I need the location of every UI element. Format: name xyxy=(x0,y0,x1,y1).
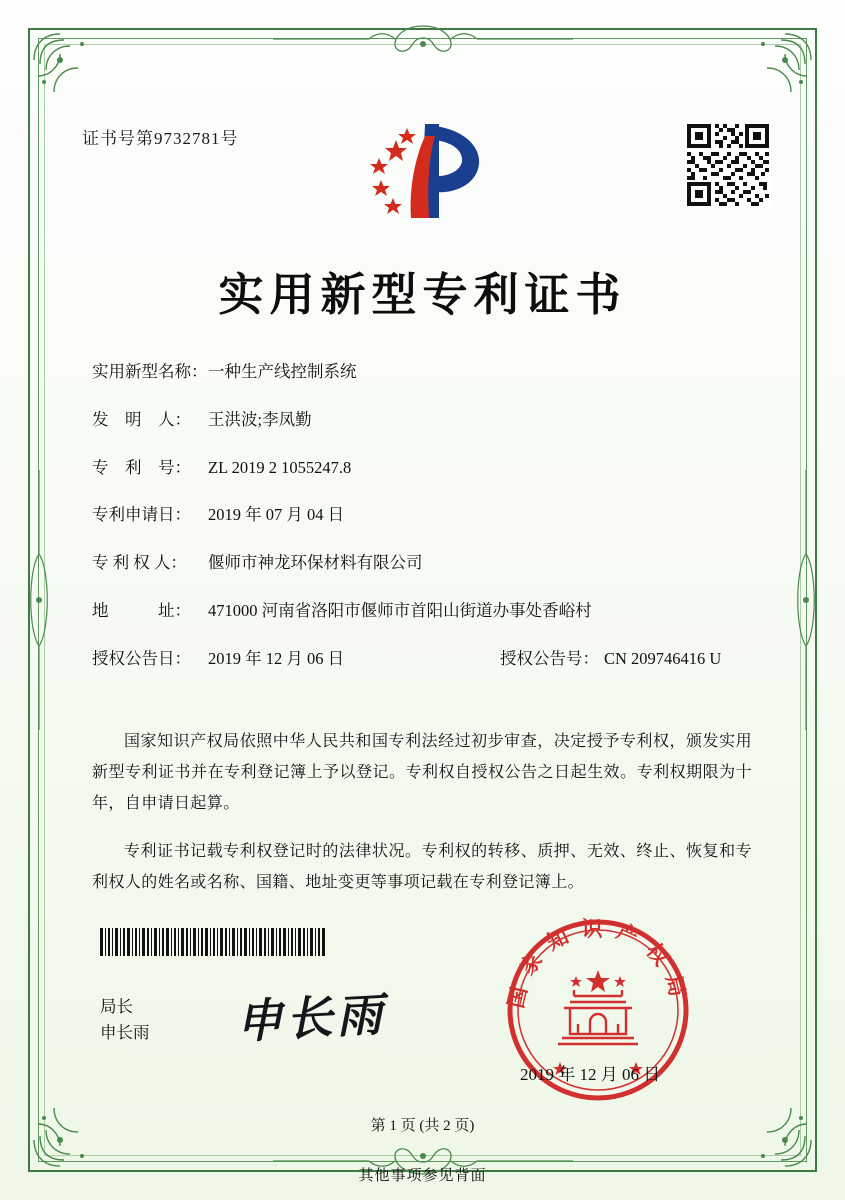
field-row-application-date xyxy=(92,503,752,528)
legal-paragraph: 国家知识产权局依照中华人民共和国专利法经过初步审查，决定授予专利权，颁发实用新型专利证书并在专利登记簿上予以登记。专利权自授权公告之日起生效。专利权期限为十年，自申请日起算。 xyxy=(92,733,752,813)
field-label: 专 利 号： xyxy=(92,457,191,477)
barcode-icon xyxy=(100,928,328,956)
field-value: 偃师市神龙环保材料有限公司 xyxy=(208,553,423,572)
page-title: 实用新型专利证书 xyxy=(218,268,627,321)
field-label: 实用新型名称： xyxy=(92,362,208,381)
certificate-number: 证书号第9732781号 xyxy=(82,129,239,148)
seal-date: 2019 年 12 月 06 日 xyxy=(520,1065,661,1084)
field-value-announcement-date: 2019 年 12 月 06 日 xyxy=(208,648,345,668)
field-value: 471000 河南省洛阳市偃师市首阳山街道办事处香峪村 xyxy=(208,600,592,620)
signature-name: 申长雨 xyxy=(100,1022,150,1042)
signature-role: 局长 xyxy=(100,997,133,1016)
field-list xyxy=(92,360,752,694)
field-value-announcement-number: CN 209746416 U xyxy=(604,648,722,668)
footer-note: 其他事项参见背面 xyxy=(358,1168,487,1184)
field-label: 发 明 人： xyxy=(92,409,191,429)
qr-code-icon xyxy=(685,122,771,208)
field-label-announcement-date: 授权公告日： xyxy=(92,648,191,668)
field-value: 王洪波;李凤勤 xyxy=(208,409,312,429)
field-row-patent-number xyxy=(92,456,752,481)
field-row-address xyxy=(92,599,752,624)
field-label-announcement-number: 授权公告号： xyxy=(500,648,599,668)
cnipa-logo-icon xyxy=(355,118,495,228)
field-label: 地 址： xyxy=(92,600,191,620)
field-label: 专利申请日： xyxy=(92,505,191,525)
field-row-utility-model-name xyxy=(92,360,752,385)
legal-paragraph: 专利证书记载专利权登记时的法律状况。专利权的转移、质押、无效、终止、恢复和专利权人的姓名或名称、国籍、地址变更等事项记载在专利登记簿上。 xyxy=(92,842,752,891)
svg-text:国家知识产权局: 国家知识产权局 xyxy=(502,916,694,1011)
field-value: 一种生产线控制系统 xyxy=(208,362,357,381)
field-row-inventor xyxy=(92,408,752,433)
field-value: 2019 年 07 月 04 日 xyxy=(208,505,345,525)
signature-block xyxy=(100,994,150,1045)
field-value: ZL 2019 2 1055247.8 xyxy=(208,457,352,477)
handwritten-signature: 申长雨 xyxy=(234,987,388,1049)
field-row-patentee xyxy=(92,551,752,576)
page-number: 第 1 页 (共 2 页) xyxy=(370,1118,475,1134)
legal-text-block xyxy=(92,710,752,906)
field-label: 专 利 权 人： xyxy=(92,553,187,572)
field-row-announcement xyxy=(92,647,752,672)
